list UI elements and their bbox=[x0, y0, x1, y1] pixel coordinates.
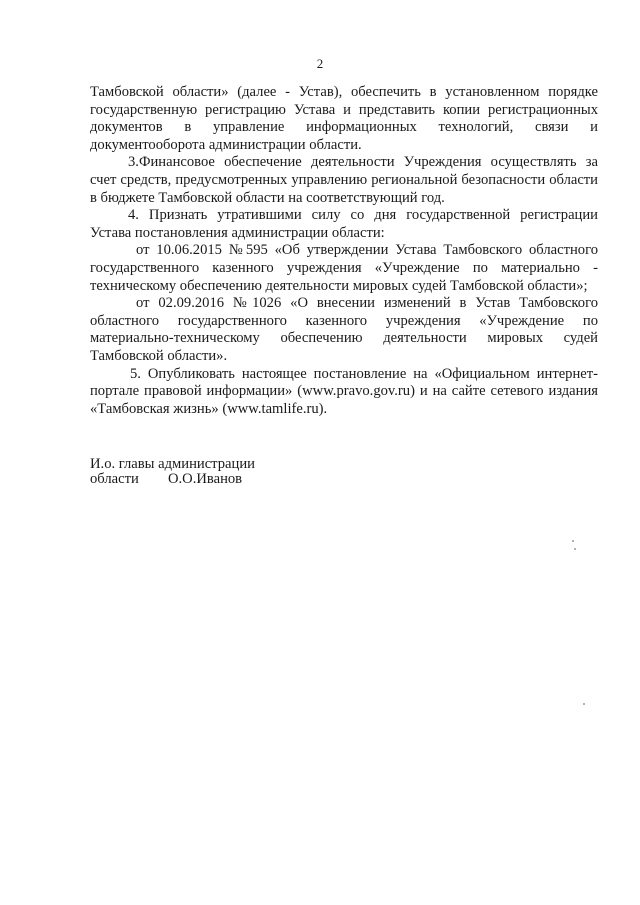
paragraph-publication: 5. Опубликовать настоящее постановление на «Официальном интернет-портале правовой информации» (www.pravo.gov.ru) и на сайте сетевого издания «Тамбовская жизнь» (www.tamlife.ru). bbox=[90, 365, 598, 417]
paragraph-repeal: 4. Признать утратившими силу со дня государственной регистрации Устава постановления администрации области: bbox=[90, 207, 598, 241]
signatory-title-region: области bbox=[90, 471, 139, 487]
signatory-title-cont bbox=[90, 472, 255, 487]
signatory-name: О.О.Иванов bbox=[167, 471, 243, 487]
scan-speck bbox=[574, 548, 576, 550]
document-body bbox=[90, 84, 598, 418]
paragraph-charter-registration: Тамбовской области» (далее - Устав), обеспечить в установленном порядке государственную регистрацию Устава и представить копии регистрационных документов в управление информационных технологий, связи и документооборота администрации области. bbox=[90, 84, 598, 153]
paragraph-repealed-resolution-1026: от 02.09.2016 №1026 «О внесении изменений в Устав Тамбовского областного государственного казенного учреждения «Учреждение по материально-техническому обеспечению деятельности мировых судей Тамбовской области». bbox=[90, 295, 598, 364]
paragraph-repealed-resolution-595: от 10.06.2015 №595 «Об утверждении Устава Тамбовского областного государственного казенного учреждения «Учреждение по материально - техническому обеспечению деятельности мировых судей Тамбовской области»; bbox=[90, 242, 598, 294]
scan-speck bbox=[572, 540, 574, 542]
page-number: 2 bbox=[316, 56, 324, 71]
signature-block bbox=[90, 457, 255, 487]
scan-speck bbox=[583, 703, 585, 705]
signatory-title: И.о. главы администрации bbox=[90, 456, 255, 472]
paragraph-financing: 3.Финансовое обеспечение деятельности Учреждения осуществлять за счет средств, предусмотренных управлению региональной безопасности области в бюджете Тамбовской области на соответствующий год. bbox=[90, 154, 598, 206]
